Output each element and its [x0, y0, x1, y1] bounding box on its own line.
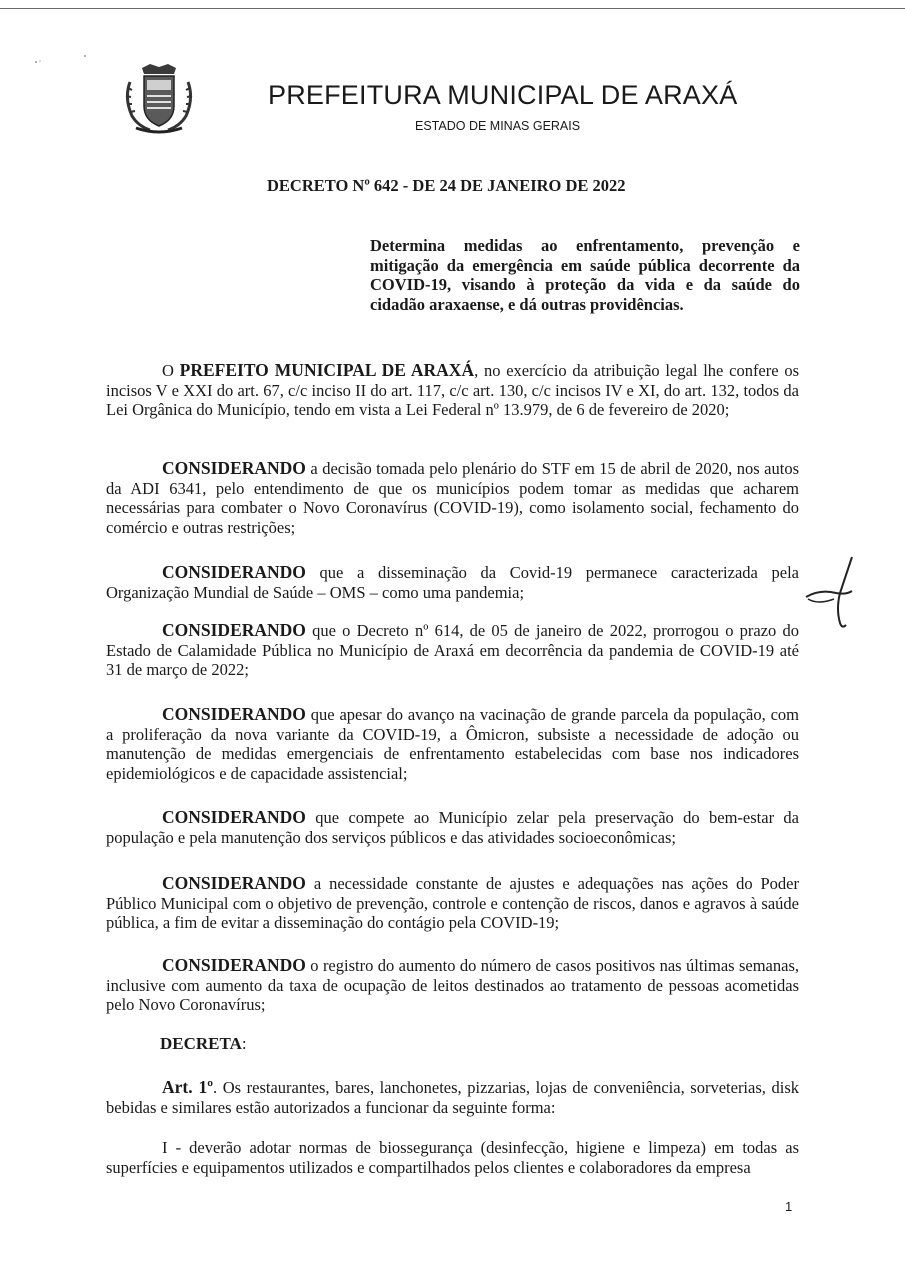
considerando-text: a decisão tomada pelo plenário do STF em 15 de abril de 2020, nos autos da ADI 6341, pelo entendimento de que os municípios podem tomar as medidas que acharem necessárias para combater o Novo Coronavírus (COVID-19), como isolamento social, fechamento do comércio e outras restrições; [106, 459, 799, 537]
considerando-text: que o Decreto nº 614, de 05 de janeiro de 2022, prorrogou o prazo do Estado de Calamidade Pública no Município de Araxá em decorrência da pandemia de COVID-19 até 31 de março de 2022; [106, 621, 799, 679]
considerando-paragraph [106, 705, 799, 783]
scan-speck-icon [30, 50, 90, 70]
considerando-text: o registro do aumento do número de casos positivos nas últimas semanas, inclusive com aumento da taxa de ocupação de leitos destinados ao tratamento de pessoas acometidas pelo Novo Coronavírus; [106, 956, 799, 1014]
decreta-label: DECRETA [160, 1034, 242, 1053]
considerando-paragraph [106, 459, 799, 537]
article-1 [106, 1078, 799, 1117]
top-rule [0, 8, 905, 9]
considerando-paragraph [106, 563, 799, 602]
considerando-paragraph [106, 621, 799, 680]
page-number: 1 [785, 1199, 793, 1214]
considerando-label: CONSIDERANDO [162, 562, 306, 582]
considerando-text: a necessidade constante de ajustes e adequações nas ações do Poder Público Municipal com o objetivo de prevenção, controle e contenção de riscos, danos e agravos à saúde pública, a fim de evitar a disseminação do contágio pela COVID-19; [106, 874, 799, 932]
opening-text: , no exercício da atribuição legal lhe confere os incisos V e XXI do art. 67, c/c inciso II do art. 117, c/c art. 130, c/c incisos IV e XI, do art. 132, todos da Lei Orgânica do Município, tendo em vista a Lei Federal nº 13.979, de 6 de fevereiro de 2020; [106, 361, 799, 419]
considerando-text: que apesar do avanço na vacinação de grande parcela da população, com a proliferação da nova variante da COVID-19, a Ômicron, subsiste a necessidade de adoção ou manutenção de medidas emergenciais de enfrentamento estabelecidas com base nos indicadores epidemiológicos e de capacidade assistencial; [106, 705, 799, 783]
considerando-text: que compete ao Município zelar pela preservação do bem-estar da população e pela manutenção dos serviços públicos e das atividades socioeconômicas; [106, 808, 799, 847]
coat-of-arms-icon [120, 62, 198, 134]
header-title: PREFEITURA MUNICIPAL DE ARAXÁ [268, 80, 738, 110]
considerando-label: CONSIDERANDO [162, 704, 306, 724]
considerando-paragraph [106, 808, 799, 847]
considerando-label: CONSIDERANDO [162, 807, 306, 827]
inciso-1: I - deverão adotar normas de biossegurança (desinfecção, higiene e limpeza) em todas as superfícies e equipamentos utilizados e compartilhados pelos clientes e colaboradores da empresa [106, 1138, 799, 1177]
article-1-label: Art. 1º [162, 1077, 213, 1097]
decreta-heading [160, 1034, 247, 1054]
article-1-text: . Os restaurantes, bares, lanchonetes, pizzarias, lojas de conveniência, sorveterias, disk bebidas e similares estão autorizados a funcionar da seguinte forma: [106, 1078, 799, 1117]
decree-title: DECRETO Nº 642 - DE 24 DE JANEIRO DE 2022 [267, 176, 626, 195]
considerando-label: CONSIDERANDO [162, 873, 306, 893]
considerando-label: CONSIDERANDO [162, 458, 306, 478]
considerando-label: CONSIDERANDO [162, 955, 306, 975]
considerando-label: CONSIDERANDO [162, 620, 306, 640]
considerando-text: que a disseminação da Covid-19 permanece caracterizada pela Organização Mundial de Saúde – OMS – como uma pandemia; [106, 563, 799, 602]
handwritten-initial-icon [800, 553, 870, 633]
considerando-paragraph [106, 956, 799, 1015]
opening-paragraph [106, 361, 799, 420]
decreta-colon: : [241, 1034, 247, 1053]
opening-lead: O [162, 361, 180, 380]
considerando-paragraph [106, 874, 799, 933]
decree-ementa: Determina medidas ao enfrentamento, prevenção e mitigação da emergência em saúde pública decorrente da COVID-19, visando à proteção da vida e da saúde do cidadão araxaense, e dá outras providências. [370, 236, 800, 314]
opening-bold: PREFEITO MUNICIPAL DE ARAXÁ [179, 360, 475, 380]
header-subtitle: ESTADO DE MINAS GERAIS [415, 119, 581, 133]
